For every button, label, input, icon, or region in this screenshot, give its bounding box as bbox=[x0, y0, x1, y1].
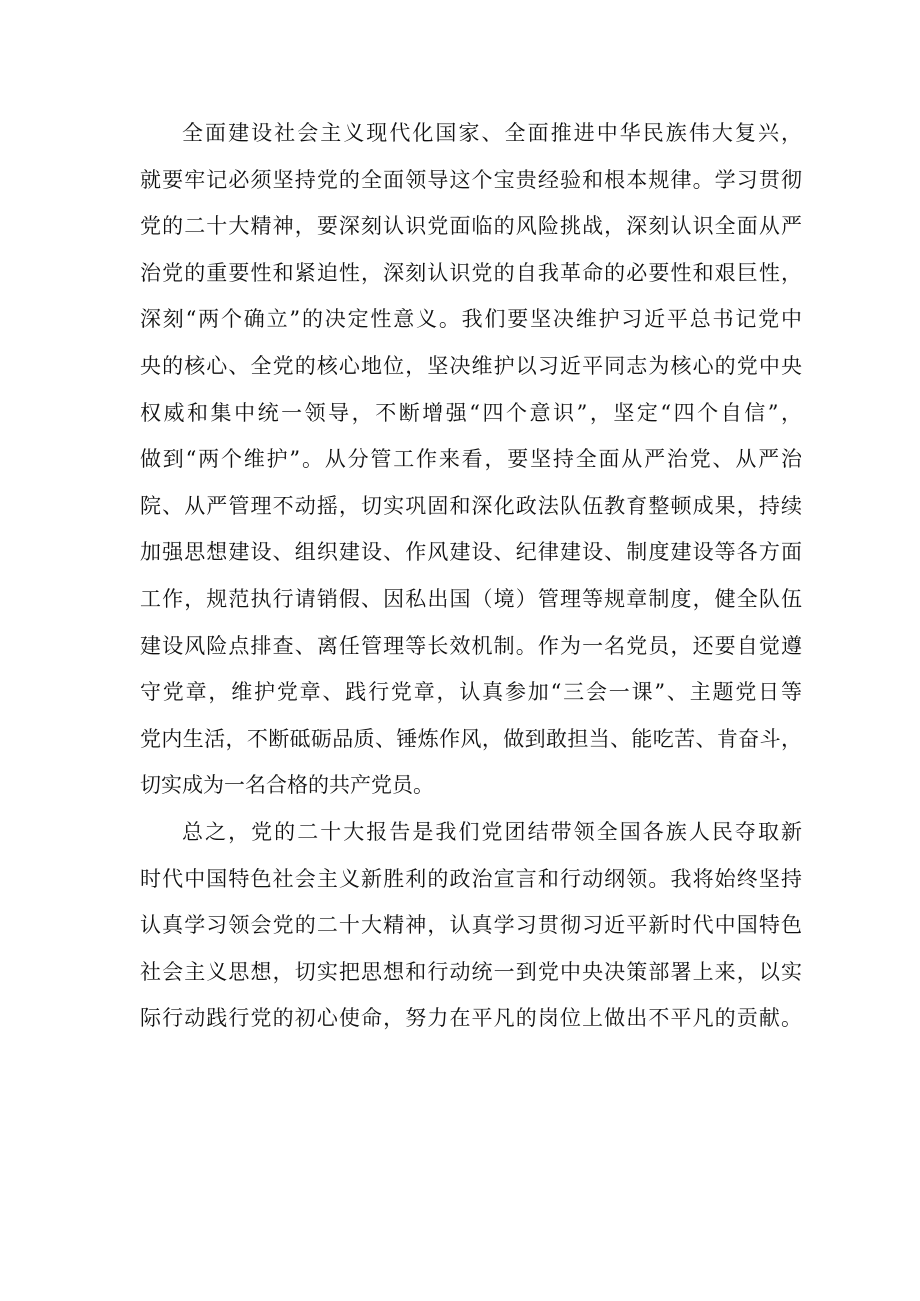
text-line: 认真学习领会党的二十大精神，认真学习贯彻习近平新时代中国特色 bbox=[140, 913, 802, 938]
text-line: 建设风险点排查、离任管理等长效机制。作为一名党员，还要自觉遵 bbox=[140, 633, 802, 658]
text-line: 守党章，维护党章、践行党章，认真参加“三会一课”、主题党日等 bbox=[140, 680, 802, 705]
text-line: 就要牢记必须坚持党的全面领导这个宝贵经验和根本规律。学习贯彻 bbox=[140, 167, 802, 192]
text-line: 切实成为一名合格的共产党员。 bbox=[140, 773, 434, 798]
text-line: 做到“两个维护”。从分管工作来看，要坚持全面从严治党、从严治 bbox=[140, 447, 802, 472]
document-body bbox=[140, 110, 802, 1042]
text-line: 院、从严管理不动摇，切实巩固和深化政法队伍教育整顿成果，持续 bbox=[140, 493, 802, 518]
text-line: 际行动践行党的初心使命，努力在平凡的岗位上做出不平凡的贡献。 bbox=[140, 1006, 802, 1031]
text-line: 深刻“两个确立”的决定性意义。我们要坚决维护习近平总书记党中 bbox=[140, 307, 802, 332]
text-line: 总之，党的二十大报告是我们党团结带领全国各族人民夺取新 bbox=[182, 819, 802, 844]
text-line: 党内生活，不断砥砺品质、锤炼作风，做到敢担当、能吃苦、肯奋斗， bbox=[140, 726, 802, 751]
text-line: 时代中国特色社会主义新胜利的政治宣言和行动纲领。我将始终坚持 bbox=[140, 866, 802, 891]
paragraph-1 bbox=[140, 110, 802, 809]
paragraph-2 bbox=[140, 809, 802, 1042]
text-line: 全面建设社会主义现代化国家、全面推进中华民族伟大复兴， bbox=[182, 121, 802, 145]
text-line: 权威和集中统一领导，不断增强“四个意识”，坚定“四个自信”， bbox=[140, 400, 802, 425]
text-line: 加强思想建设、组织建设、作风建设、纪律建设、制度建设等各方面 bbox=[140, 540, 802, 565]
text-line: 工作，规范执行请销假、因私出国（境）管理等规章制度，健全队伍 bbox=[140, 586, 802, 611]
text-line: 央的核心、全党的核心地位，坚决维护以习近平同志为核心的党中央 bbox=[140, 353, 802, 378]
text-line: 社会主义思想，切实把思想和行动统一到党中央决策部署上来，以实 bbox=[140, 959, 802, 984]
text-line: 治党的重要性和紧迫性，深刻认识党的自我革命的必要性和艰巨性， bbox=[140, 260, 802, 285]
text-line: 党的二十大精神，要深刻认识党面临的风险挑战，深刻认识全面从严 bbox=[140, 214, 802, 239]
